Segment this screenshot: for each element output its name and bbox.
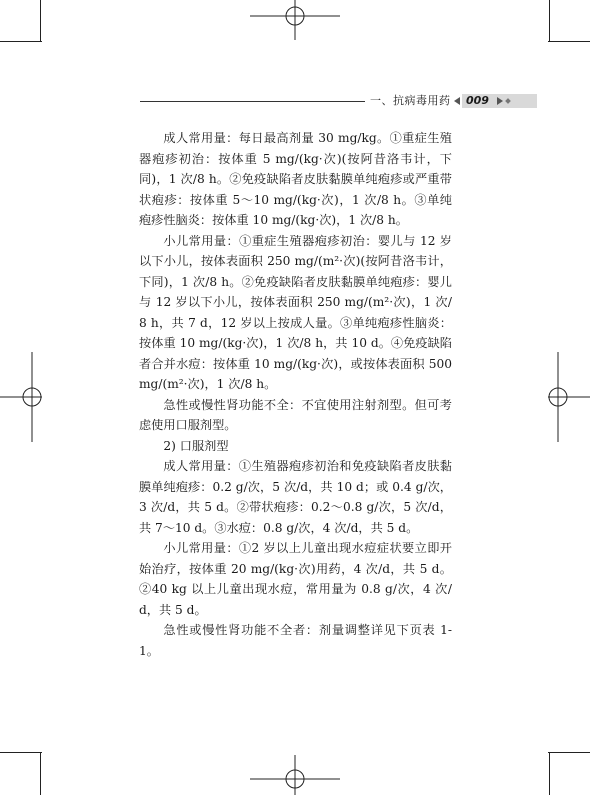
registration-mark-bottom [250, 755, 340, 795]
triangle-right-icon [497, 97, 503, 105]
running-header [140, 94, 537, 108]
page-body [139, 128, 452, 661]
paragraph-renal-insufficiency-oral: 急性或慢性肾功能不全者：剂量调整详见下页表 1-1。 [139, 623, 452, 658]
header-rule [140, 101, 365, 102]
registration-mark-right [548, 352, 590, 442]
page-number: 009 [466, 94, 489, 107]
paragraph-renal-insufficiency-injection: 急性或慢性肾功能不全：不宜使用注射剂型。但可考虑使用口服剂型。 [139, 397, 452, 432]
paragraph-adult-dosage-oral: 成人常用量：①生殖器疱疹初治和免疫缺陷者皮肤黏膜单纯疱疹：0.2 g/次，5 次/d，共 10 d；或 0.4 g/次，3 次/d，共 5 d。②带状疱疹：0.2～0.8 g/次，5 次/d，共 7～10 d。③水痘：0.8 g/次，4 次/d，共 5 d。 [139, 459, 452, 535]
paragraph-child-dosage-injection: 小儿常用量：①重症生殖器疱疹初治：婴儿与 12 岁以下小儿，按体表面积 250 mg/(m²·次)(按阿昔洛韦计，下同)，1 次/8 h。②免疫缺陷者皮肤黏膜单纯疱疹：婴儿与 12 岁以下小儿，按体表面积 250 mg/(m²·次)，1 次/8 h，共 7 d，12 岁以上按成人量。③单纯疱疹性脑炎：按体重 10 mg/(kg·次)，1 次/8 h，共 10 d。④免疫缺陷者合并水痘：按体重 10 mg/(kg·次)，或按体表面积 500 mg/(m²·次)，1 次/8 h。 [139, 233, 452, 391]
registration-mark-top [250, 0, 340, 40]
paragraph-adult-dosage-injection: 成人常用量：每日最高剂量 30 mg/kg。①重症生殖器疱疹初治：按体重 5 mg/(kg·次)(按阿昔洛韦计，下同)，1 次/8 h。②免疫缺陷者皮肤黏膜单纯疱疹或严重带状疱疹：按体重 5～10 mg/(kg·次)，1 次/8 h。③单纯疱疹性脑炎：按体重 10 mg/(kg·次)，1 次/8 h。 [139, 131, 452, 227]
registration-mark-left [0, 352, 42, 442]
triangle-left-icon [454, 97, 460, 105]
paragraph-child-dosage-oral: 小儿常用量：①2 岁以上儿童出现水痘症状要立即开始治疗，按体重 20 mg/(kg·次)用药，4 次/d，共 5 d。②40 kg 以上儿童出现水痘，常用量为 0.8 g/次，4 次/d，共 5 d。 [139, 541, 452, 617]
subheading-oral-form: 2) 口服剂型 [163, 438, 229, 453]
section-title: 一、抗病毒用药 [370, 94, 451, 107]
